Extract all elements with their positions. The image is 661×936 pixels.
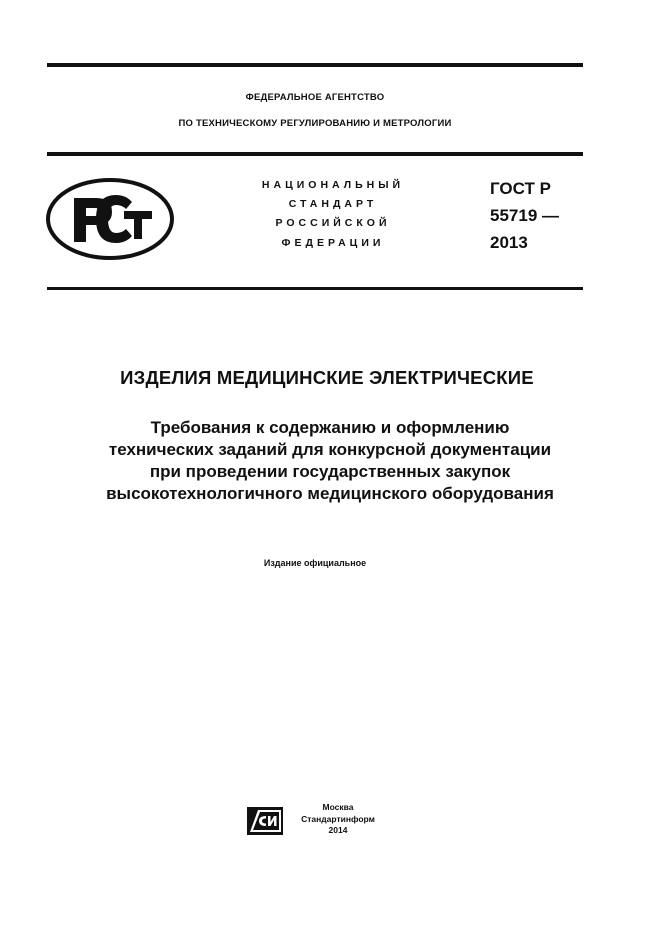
publisher-city: Москва <box>322 802 354 812</box>
standartinform-emblem-icon <box>246 806 284 836</box>
standard-type-line-2: СТАНДАРТ <box>288 198 378 210</box>
standard-block-rule <box>47 287 583 290</box>
standard-type-line-3: РОССИЙСКОЙ <box>275 217 391 229</box>
subtitle-line-4: высокотехнологичного медицинского оборудования <box>106 484 554 503</box>
edition-label: Издание официальное <box>263 558 367 568</box>
agency-line-1: ФЕДЕРАЛЬНОЕ АГЕНТСТВО <box>245 92 385 103</box>
subtitle-line-1: Требования к содержанию и оформлению <box>150 418 510 437</box>
document-title: ИЗДЕЛИЯ МЕДИЦИНСКИЕ ЭЛЕКТРИЧЕСКИЕ <box>120 367 534 388</box>
subtitle-line-3: при проведении государственных закупок <box>149 462 511 481</box>
publisher-name: Стандартинформ <box>301 813 375 824</box>
designation-line-1: ГОСТ Р <box>490 179 551 198</box>
rst-emblem-icon <box>46 178 174 260</box>
agency-line-2: ПО ТЕХНИЧЕСКОМУ РЕГУЛИРОВАНИЮ И МЕТРОЛОГИИ <box>178 118 452 129</box>
top-rule <box>47 63 583 67</box>
standard-designation <box>490 175 600 256</box>
standard-type-line-4: ФЕДЕРАЦИИ <box>281 237 385 249</box>
designation-line-2: 55719 — <box>490 206 559 225</box>
header-rule <box>47 152 583 156</box>
document-subtitle <box>40 417 620 505</box>
subtitle-line-2: технических заданий для конкурсной документации <box>108 440 552 459</box>
standard-type-line-1: НАЦИОНАЛЬНЫЙ <box>261 179 405 191</box>
designation-line-3: 2013 <box>490 233 528 252</box>
publisher-info <box>288 802 388 837</box>
publisher-year: 2014 <box>328 825 348 835</box>
